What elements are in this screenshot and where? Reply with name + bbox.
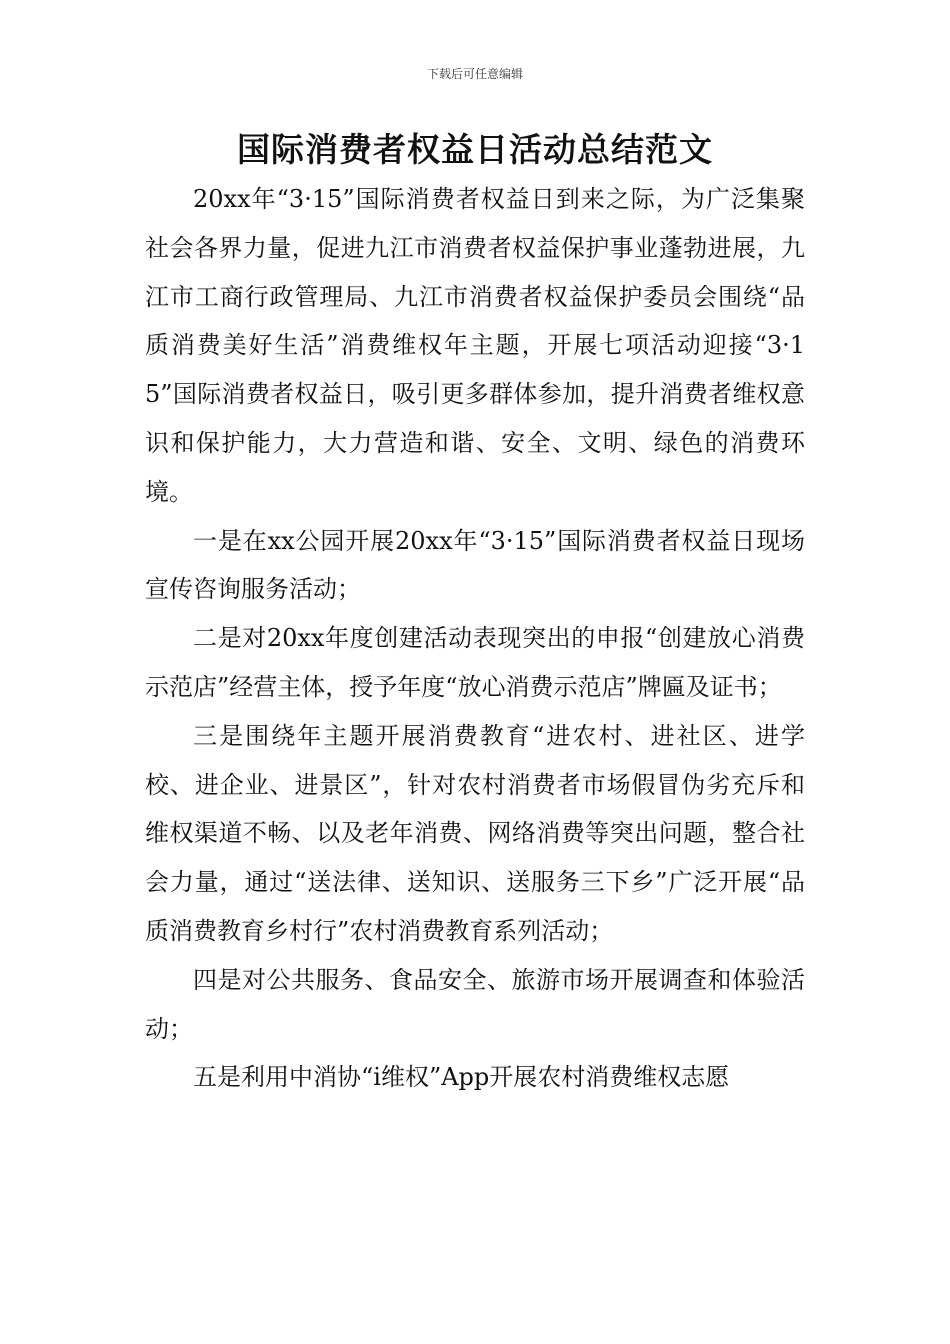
paragraph-activity-2: 二是对20xx年度创建活动表现突出的申报“创建放心消费示范店”经营主体，授予年度“放心消费示范店”牌匾及证书；: [145, 624, 805, 701]
document-title: 国际消费者权益日活动总结范文: [237, 130, 713, 169]
paragraph-activity-3: 三是围绕年主题开展消费教育“进农村、进社区、进学校、进企业、进景区”，针对农村消费者市场假冒伪劣充斥和维权渠道不畅、以及老年消费、网络消费等突出问题，整合社会力量，通过“送法律、送知识、送服务三下乡”广泛开展“品质消费教育乡村行”农村消费教育系列活动；: [145, 721, 805, 945]
paragraph-activity-1: 一是在xx公园开展20xx年“3·15”国际消费者权益日现场宣传咨询服务活动；: [145, 526, 805, 604]
paragraph-activity-4: 四是对公共服务、食品安全、旅游市场开展调查和体验活动；: [145, 965, 805, 1043]
paragraph-intro: 20xx年“3·15”国际消费者权益日到来之际，为广泛集聚社会各界力量，促进九江市消费者权益保护事业蓬勃进展，九江市工商行政管理局、九江市消费者权益保护委员会围绕“品质消费美好生活”消费维权年主题，开展七项活动迎接“3·15”国际消费者权益日，吸引更多群体参加，提升消费者维权意识和保护能力，大力营造和谐、安全、文明、绿色的消费环境。: [145, 185, 805, 506]
header-note: 下载后可任意编辑: [426, 67, 523, 81]
document-body: [145, 175, 805, 1102]
paragraph-activity-5: 五是利用中消协“i维权”App开展农村消费维权志愿: [193, 1063, 730, 1092]
